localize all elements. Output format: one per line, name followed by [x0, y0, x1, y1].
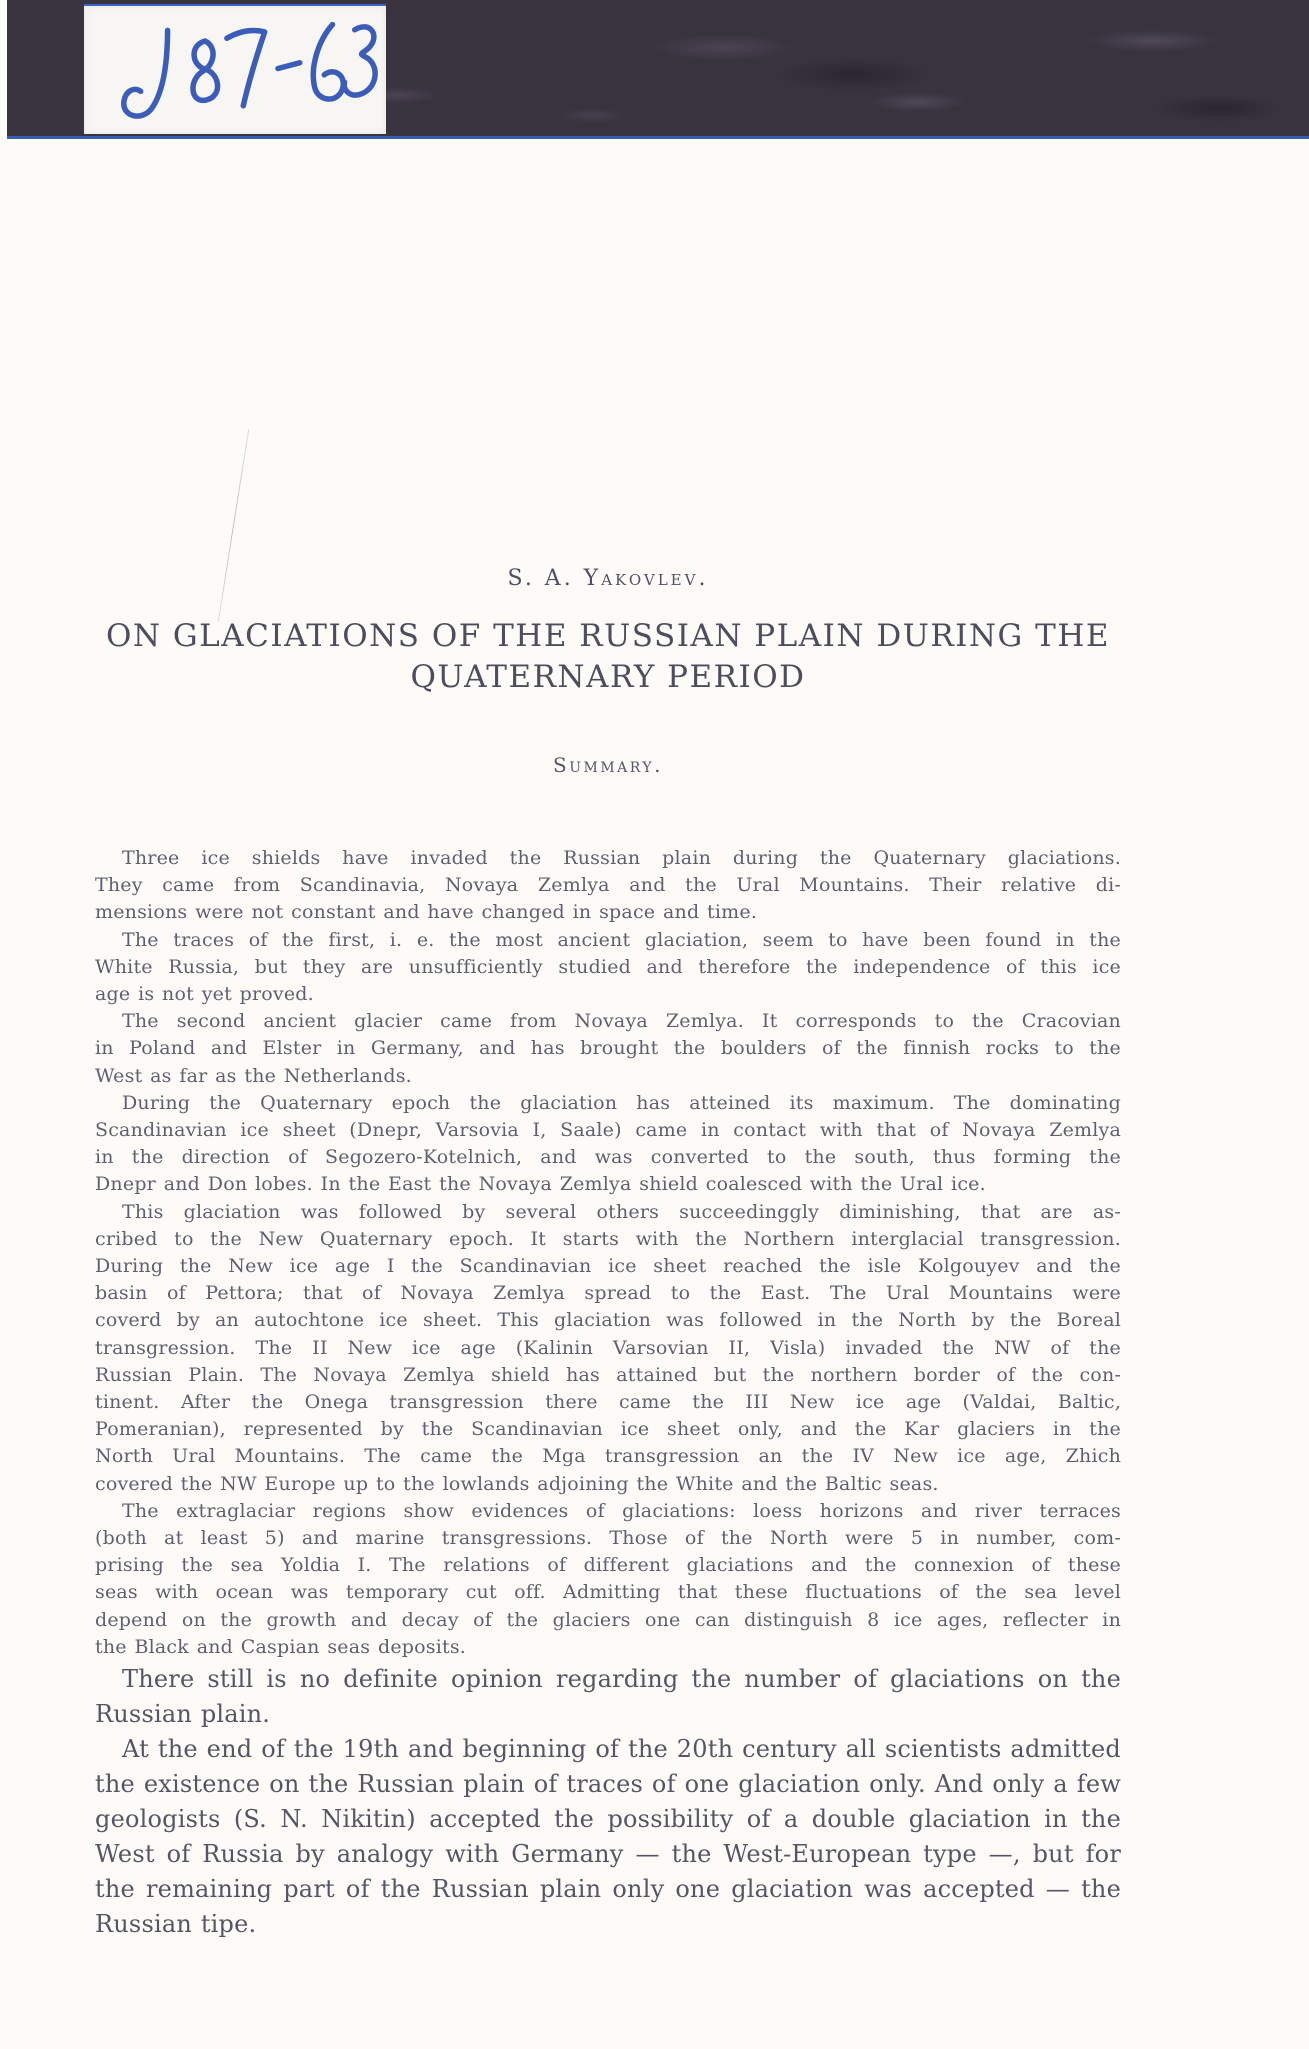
paragraph [95, 845, 1121, 927]
text-line: prising the sea Yoldia I. The relations of different glaciations and the connexion of these [95, 1554, 1121, 1577]
paragraph [95, 1662, 1121, 1732]
text-line: Russian plain. [95, 1700, 271, 1728]
text-line: The second ancient glacier came from Novaya Zemlya. It corresponds to the Cracovian [122, 1010, 1121, 1033]
paper-title-line-1: ON GLACIATIONS OF THE RUSSIAN PLAIN DURING THE [105, 618, 1111, 654]
text-line: During the New ice age I the Scandinavian ice sheet reached the isle Kolgouyev and the [95, 1255, 1121, 1278]
text-line: Three ice shields have invaded the Russian plain during the Quaternary glaciations. [122, 847, 1121, 869]
main-body-text-block [95, 1662, 1121, 1942]
paragraph [95, 1008, 1121, 1090]
paragraph [95, 1732, 1121, 1942]
text-line: mensions were not constant and have changed in space and time. [95, 901, 758, 924]
text-line: coverd by an autochtone ice sheet. This glaciation was followed in the North by the Boreal [95, 1309, 1121, 1332]
text-line: This glaciation was followed by several others succeedinggly diminishing, that are as- [122, 1200, 1121, 1223]
summary-text-block [95, 845, 1121, 1661]
text-line: Dnepr and Don lobes. In the East the Novaya Zemlya shield coalesced with the Ural ice. [95, 1173, 986, 1196]
text-line: seas with ocean was temporary cut off. Admitting that these fluctuations of the sea level [95, 1581, 1121, 1604]
text-line: Scandinavian ice sheet (Dnepr, Varsovia I, Saale) came in contact with that of Novaya Zemlya [95, 1119, 1121, 1142]
paragraph [95, 927, 1121, 1009]
text-line: They came from Scandinavia, Novaya Zemlya and the Ural Mountains. Their relative di- [95, 874, 1121, 897]
text-line: cribed to the New Quaternary epoch. It starts with the Northern interglacial transgression. [95, 1227, 1121, 1250]
catalog-label-sticker [84, 4, 386, 134]
scan-scratch-artifact [218, 429, 249, 622]
text-line: The extraglaciar regions show evidences of glaciations: loess horizons and river terraces [122, 1499, 1121, 1522]
text-line: (both at least 5) and marine transgressions. Those of the North were 5 in number, com- [95, 1527, 1121, 1550]
text-line: tinent. After the Onega transgression there came the III New ice age (Valdai, Baltic, [95, 1391, 1121, 1414]
handwritten-code-drawing [82, 1, 388, 139]
text-line: in the direction of Segozero-Kotelnich, and was converted to the south, thus forming the [95, 1146, 1121, 1169]
text-line: West of Russia by analogy with Germany — the West-European type —, but for [95, 1840, 1121, 1868]
text-line: in Poland and Elster in Germany, and has brought the boulders of the finnish rocks to the [95, 1037, 1121, 1060]
text-line: At the end of the 19th and beginning of the 20th century all scientists admitted [122, 1735, 1121, 1763]
text-line: covered the NW Europe up to the lowlands adjoining the White and the Baltic seas. [95, 1472, 939, 1495]
paragraph [95, 1199, 1121, 1498]
text-line: North Ural Mountains. The came the Mga transgression an the IV New ice age, Zhich [95, 1445, 1121, 1468]
text-line: depend on the growth and decay of the glaciers one can distinguish 8 ice ages, reflecter in [95, 1608, 1121, 1631]
text-line: the existence on the Russian plain of traces of one glaciation only. And only a few [95, 1770, 1121, 1798]
text-line: transgression. The II New ice age (Kalinin Varsovian II, Visla) invaded the NW of the [95, 1336, 1121, 1359]
text-line: Russian tipe. [95, 1910, 257, 1938]
text-line: There still is no definite opinion regarding the number of glaciations on the [122, 1665, 1121, 1693]
text-line: the remaining part of the Russian plain only one glaciation was accepted — the [95, 1875, 1121, 1903]
paper-title-line-2: QUATERNARY PERIOD [410, 659, 806, 695]
paragraph [95, 1498, 1121, 1661]
paragraph [95, 1090, 1121, 1199]
text-line: White Russia, but they are unsufficiently studied and therefore the independence of this ice [95, 955, 1121, 978]
text-line: geologists (S. N. Nikitin) accepted the possibility of a double glaciation in the [95, 1805, 1121, 1833]
text-line: The traces of the first, i. e. the most ancient glaciation, seem to have been found in the [122, 928, 1121, 951]
author-name: S. A. Yakovlev. [507, 566, 709, 591]
summary-section-heading: Summary. [553, 753, 663, 777]
catalog-code [84, 6, 85, 7]
text-line: the Black and Caspian seas deposits. [95, 1635, 467, 1658]
text-line: basin of Pettora; that of Novaya Zemlya spread to the East. The Ural Mountains were [95, 1282, 1121, 1305]
text-line: age is not yet proved. [95, 983, 314, 1006]
text-line: Pomeranian), represented by the Scandinavian ice sheet only, and the Kar glaciers in the [95, 1418, 1121, 1441]
text-line: West as far as the Netherlands. [95, 1064, 412, 1087]
paper-title [85, 616, 1131, 698]
text-line: Russian Plain. The Novaya Zemlya shield has attained but the northern border of the con- [95, 1363, 1121, 1386]
text-line: During the Quaternary epoch the glaciation has atteined its maximum. The dominating [122, 1091, 1121, 1114]
